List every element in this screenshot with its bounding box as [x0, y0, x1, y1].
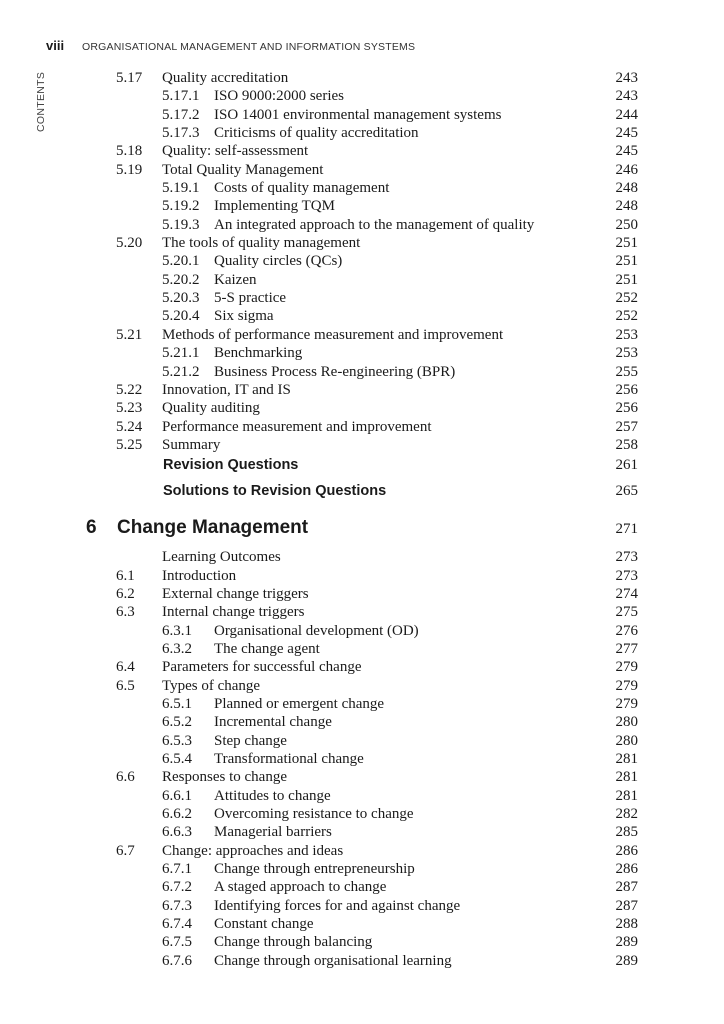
entry-page: 255 — [615, 363, 638, 380]
entry-number: 6.7.6 — [162, 952, 192, 969]
entry-page: 281 — [615, 769, 638, 786]
entry-page: 256 — [615, 400, 638, 417]
entry-page: 281 — [615, 787, 638, 804]
entry-page: 287 — [615, 897, 638, 914]
toc-entry — [0, 107, 724, 125]
entry-title: Internal change triggers — [162, 604, 305, 621]
entry-title: ISO 14001 environmental management systems — [214, 106, 502, 123]
entry-page: 286 — [615, 861, 638, 878]
entry-number: 6.6.1 — [162, 787, 192, 804]
toc-entry — [0, 751, 724, 769]
toc-entry — [0, 253, 724, 271]
toc-entry — [0, 143, 724, 161]
entry-page: 257 — [615, 418, 638, 435]
toc-entry — [0, 419, 724, 437]
toc-entry — [0, 916, 724, 934]
entry-page: 243 — [615, 88, 638, 105]
entry-page: 248 — [615, 180, 638, 197]
toc-entry — [0, 180, 724, 198]
entry-number: 5.19.1 — [162, 180, 200, 197]
toc-entry — [0, 235, 724, 253]
entry-number: 5.20 — [116, 235, 143, 252]
entry-page: 245 — [615, 143, 638, 160]
entry-page: 265 — [615, 483, 638, 500]
entry-number: 6.2 — [116, 585, 135, 602]
entry-page: 273 — [615, 549, 638, 566]
entry-title: Criticisms of quality accreditation — [214, 125, 419, 142]
toc-entry — [0, 604, 724, 622]
entry-page: 289 — [615, 952, 638, 969]
entry-page: 261 — [615, 457, 638, 474]
entry-number: 6.7 — [116, 842, 135, 859]
entry-number: 6.4 — [116, 659, 135, 676]
entry-number: 5.19.3 — [162, 216, 200, 233]
toc-entry — [0, 843, 724, 861]
side-label: CONTENTS — [35, 71, 47, 132]
toc-entry — [0, 879, 724, 897]
entry-page: 273 — [615, 567, 638, 584]
entry-number: 5.24 — [116, 418, 143, 435]
entry-title: Costs of quality management — [214, 180, 390, 197]
entry-title: Change Management — [117, 517, 309, 539]
entry-page: 256 — [615, 381, 638, 398]
entry-page: 252 — [615, 308, 638, 325]
entry-page: 250 — [615, 216, 638, 233]
toc-entry — [0, 934, 724, 952]
entry-title: Change through organisational learning — [214, 952, 452, 969]
entry-title: Transformational change — [214, 751, 364, 767]
entry-title: Learning Outcomes — [162, 549, 281, 566]
entry-title: Identifying forces for and against change — [214, 897, 461, 914]
entry-title: Constant change — [214, 916, 314, 933]
entry-title: Overcoming resistance to change — [214, 806, 414, 823]
entry-page: 282 — [615, 806, 638, 823]
entry-title: Methods of performance measurement and improvement — [162, 326, 504, 343]
entry-number: 5.17 — [116, 70, 143, 86]
entry-page: 277 — [615, 640, 638, 657]
entry-number: 5.19.2 — [162, 198, 200, 215]
entry-title: Responses to change — [162, 769, 287, 786]
entry-number: 5.18 — [116, 143, 143, 160]
toc-entry — [0, 659, 724, 677]
entry-page: 252 — [615, 290, 638, 307]
entry-title: The change agent — [214, 640, 320, 657]
entry-title: Total Quality Management — [162, 161, 324, 178]
entry-number: 5.21.2 — [162, 363, 200, 380]
entry-title: Performance measurement and improvement — [162, 418, 432, 435]
entry-title: Attitudes to change — [214, 787, 331, 804]
entry-title: Revision Questions — [163, 457, 299, 474]
entry-page: 288 — [615, 916, 638, 933]
entry-page: 287 — [615, 879, 638, 896]
entry-title: External change triggers — [162, 585, 309, 602]
entry-page: 285 — [615, 824, 638, 841]
entry-title: Introduction — [162, 567, 237, 584]
entry-title: A staged approach to change — [214, 879, 387, 896]
entry-number: 6.7.4 — [162, 916, 192, 933]
entry-number: 5.20.1 — [162, 253, 200, 270]
entry-title: An integrated approach to the management of quality — [214, 216, 535, 233]
toc-entry — [0, 824, 724, 842]
entry-number: 6.5.2 — [162, 714, 192, 731]
entry-title: Parameters for successful change — [162, 659, 362, 676]
entry-number: 6.3.2 — [162, 640, 192, 657]
toc-entry — [0, 88, 724, 106]
toc-entry — [0, 788, 724, 806]
entry-number: 6.6.3 — [162, 824, 192, 841]
entry-title: Organisational development (OD) — [214, 622, 419, 639]
entry-number: 5.17.3 — [162, 125, 200, 142]
toc-entry — [0, 861, 724, 879]
toc-entry — [0, 162, 724, 180]
toc-entry — [0, 714, 724, 732]
entry-title: Summary — [162, 436, 221, 453]
entry-page: 286 — [615, 842, 638, 859]
toc-entry — [0, 364, 724, 382]
entry-title: Change through entrepreneurship — [214, 861, 415, 878]
entry-title: Implementing TQM — [214, 198, 335, 215]
entry-number: 6.5.3 — [162, 732, 192, 749]
entry-title: Innovation, IT and IS — [162, 381, 291, 398]
toc-entry — [0, 953, 724, 971]
entry-page: 289 — [615, 934, 638, 951]
entry-title: Solutions to Revision Questions — [163, 483, 387, 500]
toc-entry — [0, 437, 724, 455]
entry-page: 279 — [615, 677, 638, 694]
entry-page: 281 — [615, 751, 638, 767]
entry-number: 6.7.1 — [162, 861, 192, 878]
entry-title: Incremental change — [214, 714, 332, 731]
toc-entry — [0, 345, 724, 363]
toc-entry — [0, 806, 724, 824]
entry-page: 251 — [615, 235, 638, 252]
entry-title: Business Process Re-engineering (BPR) — [214, 363, 456, 380]
entry-number: 5.19 — [116, 161, 143, 178]
entry-number: 5.17.1 — [162, 88, 200, 105]
entry-title: Change: approaches and ideas — [162, 842, 344, 859]
table-of-contents — [0, 70, 724, 971]
entry-number: 6.5.4 — [162, 751, 192, 767]
entry-number: 5.20.2 — [162, 271, 200, 288]
entry-number: 6.7.3 — [162, 897, 192, 914]
toc-entry — [0, 455, 724, 481]
entry-page: 245 — [615, 125, 638, 142]
entry-page: 274 — [615, 585, 638, 602]
toc-entry — [0, 733, 724, 751]
toc-entry — [0, 769, 724, 787]
entry-number: 5.25 — [116, 436, 143, 453]
entry-page: 271 — [615, 521, 638, 538]
toc-entry — [0, 549, 724, 567]
entry-number: 5.17.2 — [162, 106, 200, 123]
entry-title: Step change — [214, 732, 287, 749]
entry-title: Managerial barriers — [214, 824, 332, 841]
toc-entry — [0, 481, 724, 507]
entry-title: Types of change — [162, 677, 261, 694]
entry-page: 246 — [615, 161, 638, 178]
entry-page: 279 — [615, 659, 638, 676]
entry-page: 253 — [615, 345, 638, 362]
entry-number: 5.20.3 — [162, 290, 200, 307]
entry-title: The tools of quality management — [162, 235, 361, 252]
toc-entry — [0, 272, 724, 290]
entry-number: 6.7.5 — [162, 934, 192, 951]
toc-entry — [0, 898, 724, 916]
toc-entry — [0, 382, 724, 400]
entry-title: 5-S practice — [214, 290, 287, 307]
running-title: ORGANISATIONAL MANAGEMENT AND INFORMATION SYSTEMS — [82, 41, 416, 53]
entry-title: Kaizen — [214, 271, 257, 288]
page-number: viii — [46, 38, 65, 53]
toc-entry — [0, 400, 724, 418]
entry-title: Quality: self-assessment — [162, 143, 309, 160]
entry-page: 275 — [615, 604, 638, 621]
entry-title: Quality circles (QCs) — [214, 253, 343, 270]
chapter-heading — [0, 507, 724, 549]
entry-title: ISO 9000:2000 series — [214, 88, 344, 105]
entry-page: 253 — [615, 326, 638, 343]
entry-number: 6.1 — [116, 567, 135, 584]
entry-page: 243 — [615, 70, 638, 86]
entry-page: 276 — [615, 622, 638, 639]
entry-number: 6.3 — [116, 604, 135, 621]
toc-entry — [0, 198, 724, 216]
entry-title: Planned or emergent change — [214, 695, 385, 712]
entry-page: 280 — [615, 714, 638, 731]
entry-number: 6.5.1 — [162, 695, 192, 712]
entry-number: 6.6.2 — [162, 806, 192, 823]
toc-entry — [0, 70, 724, 88]
entry-title: Quality accreditation — [162, 70, 289, 86]
toc-entry — [0, 327, 724, 345]
toc-entry — [0, 217, 724, 235]
entry-page: 258 — [615, 436, 638, 453]
entry-title: Benchmarking — [214, 345, 303, 362]
entry-page: 251 — [615, 271, 638, 288]
entry-number: 6 — [86, 517, 97, 539]
entry-page: 280 — [615, 732, 638, 749]
entry-number: 5.22 — [116, 381, 143, 398]
entry-title: Six sigma — [214, 308, 274, 325]
entry-page: 251 — [615, 253, 638, 270]
entry-page: 244 — [615, 106, 638, 123]
entry-title: Quality auditing — [162, 400, 260, 417]
entry-title: Change through balancing — [214, 934, 373, 951]
toc-entry — [0, 678, 724, 696]
entry-number: 6.3.1 — [162, 622, 192, 639]
entry-number: 5.20.4 — [162, 308, 200, 325]
toc-entry — [0, 290, 724, 308]
toc-entry — [0, 586, 724, 604]
entry-number: 6.7.2 — [162, 879, 192, 896]
entry-number: 5.21 — [116, 326, 143, 343]
toc-entry — [0, 125, 724, 143]
toc-entry — [0, 696, 724, 714]
entry-page: 279 — [615, 695, 638, 712]
entry-number: 6.6 — [116, 769, 135, 786]
entry-number: 5.21.1 — [162, 345, 200, 362]
toc-entry — [0, 623, 724, 641]
page-header — [46, 37, 415, 53]
entry-number: 6.5 — [116, 677, 135, 694]
toc-entry — [0, 308, 724, 326]
entry-number: 5.23 — [116, 400, 143, 417]
entry-page: 248 — [615, 198, 638, 215]
toc-entry — [0, 568, 724, 586]
toc-entry — [0, 641, 724, 659]
